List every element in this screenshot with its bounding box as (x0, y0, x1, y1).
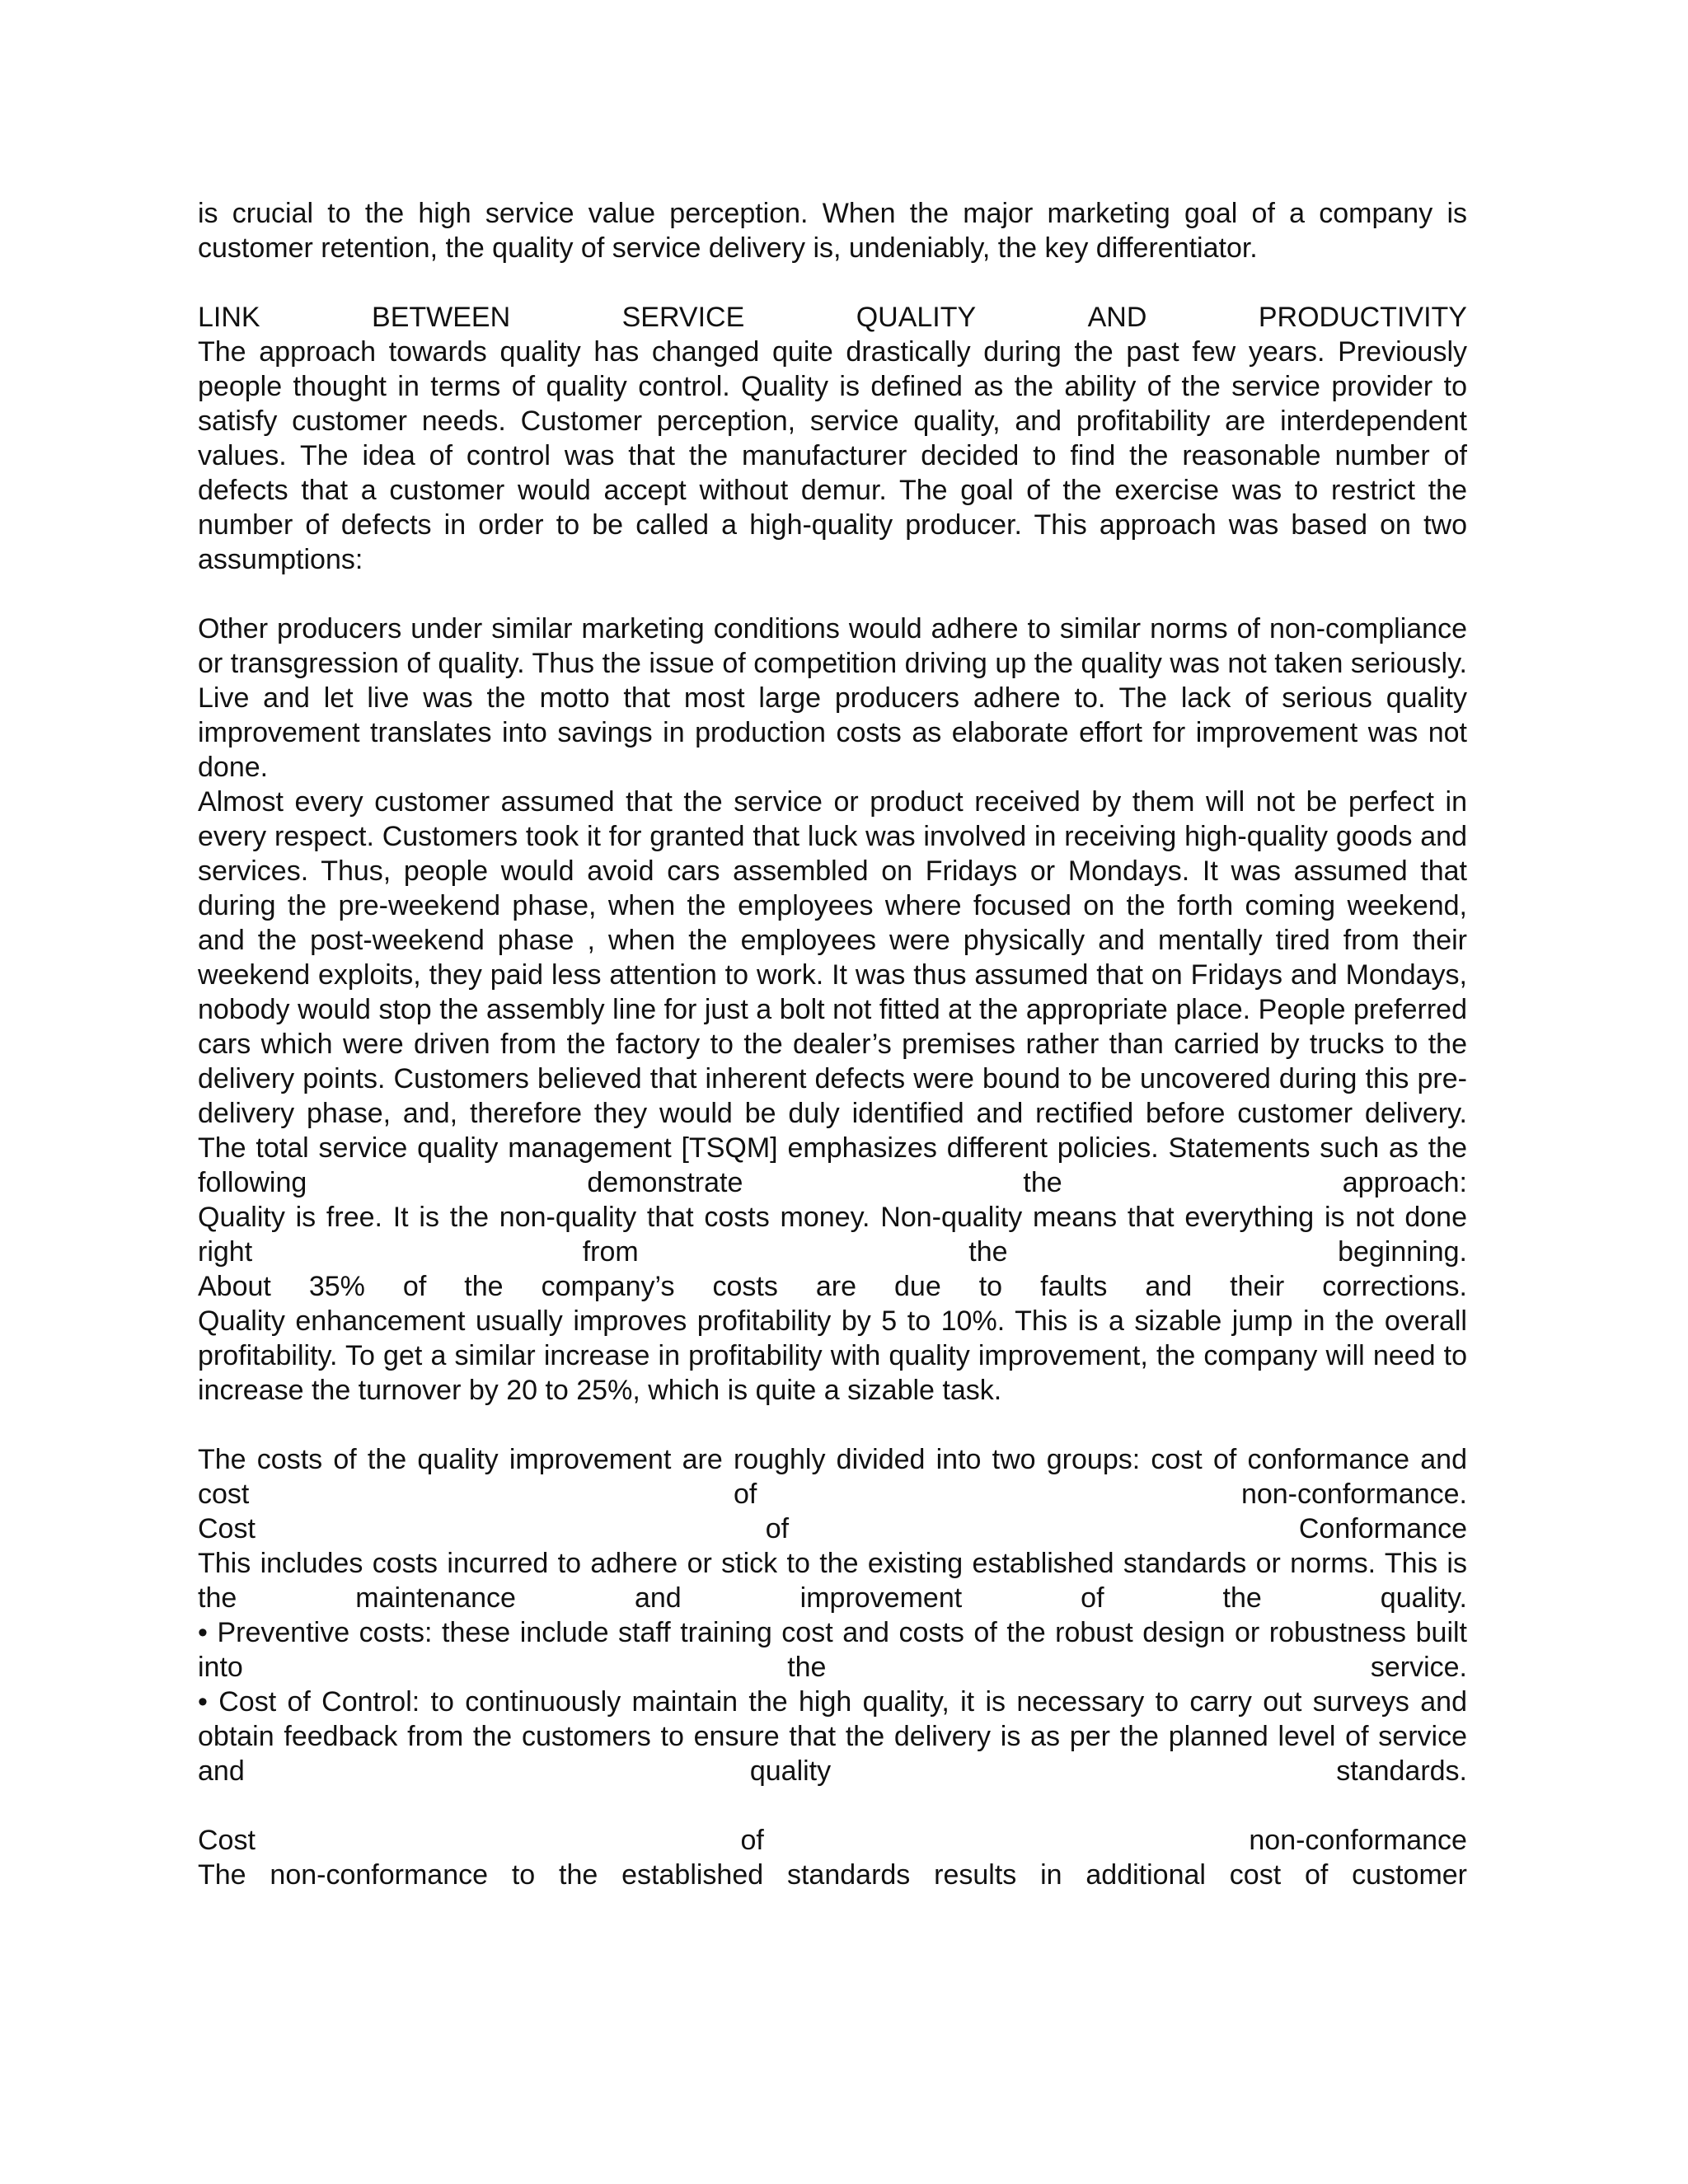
heading-word: LINK (198, 302, 260, 333)
subheading-word: of (765, 1513, 790, 1544)
paragraph-costs-groups: The costs of the quality improvement are roughly divided into two groups: cost of conformance and cost of non-conformance. (198, 1444, 1467, 1510)
paragraph-service-value: is crucial to the high service value perception. When the major marketing goal of a company is customer retention, the quality of service delivery is, undeniably, the key differentiator. (198, 198, 1467, 264)
heading-word: SERVICE (621, 302, 745, 333)
heading-word: AND (1087, 302, 1147, 333)
subheading-word: Conformance (1298, 1513, 1467, 1544)
heading-word: PRODUCTIVITY (1258, 302, 1467, 333)
bullet-cost-of-control: • Cost of Control: to continuously maintain the high quality, it is necessary to carry out surveys and obtain feedback from the customers to ensure that the delivery is as per the planned level of service and quality standards. (198, 1686, 1467, 1787)
subheading-word: non-conformance (1249, 1825, 1467, 1856)
paragraph-conformance-includes: This includes costs incurred to adhere or stick to the existing established standards or norms. This is the maintenance and improvement of the quality. (198, 1548, 1467, 1614)
subheading-word: Cost (198, 1825, 256, 1856)
paragraph-quality-is-free: Quality is free. It is the non-quality that costs money. Non-quality means that everything is not done right from the beginning. (198, 1202, 1467, 1268)
paragraph-gap (198, 265, 1467, 300)
subheading-word: of (740, 1825, 764, 1856)
paragraph-tsqm: The total service quality management [TSQM] emphasizes different policies. Statements such as the following demonstrate the approach: (198, 1132, 1467, 1198)
paragraph-nonconformance: The non-conformance to the established standards results in additional cost of customer (198, 1859, 1467, 1891)
heading-word: QUALITY (856, 302, 977, 333)
paragraph-gap (198, 577, 1467, 612)
paragraph-approach-quality: The approach towards quality has changed quite drastically during the past few years. Previously people thought in terms of quality control. Quality is defined as the ability of the service provider to satisfy customer needs. Customer perception, service quality, and profitability are interdependent values. The idea of control was that the manufacturer decided to find the reasonable number of defects that a customer would accept without demur. The goal of the exercise was to restrict the number of defects in order to be called a high-quality producer. This approach was based on two assumptions: (198, 336, 1467, 575)
paragraph-other-producers: Other producers under similar marketing conditions would adhere to similar norms of non-compliance or transgression of quality. Thus the issue of competition driving up the quality was not taken seriously. Live and let live was the motto that most large producers adhere to. The lack of serious quality improvement translates into savings in production costs as elaborate effort for improvement was not done. (198, 613, 1467, 783)
subheading-cost-of-nonconformance (198, 1823, 1467, 1858)
section-heading-link-quality-productivity (198, 300, 1467, 335)
paragraph-company-costs: About 35% of the company’s costs are due to faults and their corrections. (198, 1271, 1467, 1302)
subheading-word: Cost (198, 1513, 256, 1544)
document-page (198, 196, 1467, 1892)
paragraph-quality-enhancement: Quality enhancement usually improves profitability by 5 to 10%. This is a sizable jump in the overall profitability. To get a similar increase in profitability with quality improvement, the company will need to increase the turnover by 20 to 25%, which is quite a sizable task. (198, 1305, 1467, 1406)
bullet-preventive-costs: • Preventive costs: these include staff training cost and costs of the robust design or robustness built into the service. (198, 1617, 1467, 1683)
subheading-cost-of-conformance (198, 1511, 1467, 1546)
paragraph-gap (198, 1788, 1467, 1823)
paragraph-gap (198, 1408, 1467, 1442)
heading-word: BETWEEN (372, 302, 511, 333)
paragraph-customer-assumption: Almost every customer assumed that the service or product received by them will not be perfect in every respect. Customers took it for granted that luck was involved in receiving high-quality goods and services. Thus, people would avoid cars assembled on Fridays or Mondays. It was assumed that during the pre-weekend phase, when the employees where focused on the forth coming weekend, and the post-weekend phase , when the employees were physically and mentally tired from their weekend exploits, they paid less attention to work. It was thus assumed that on Fridays and Mondays, nobody would stop the assembly line for just a bolt not fitted at the appropriate place. People preferred cars which were driven from the factory to the dealer’s premises rather than carried by trucks to the delivery points. Customers believed that inherent defects were bound to be uncovered during this pre-delivery phase, and, therefore they would be duly identified and rectified before customer delivery. (198, 786, 1467, 1129)
